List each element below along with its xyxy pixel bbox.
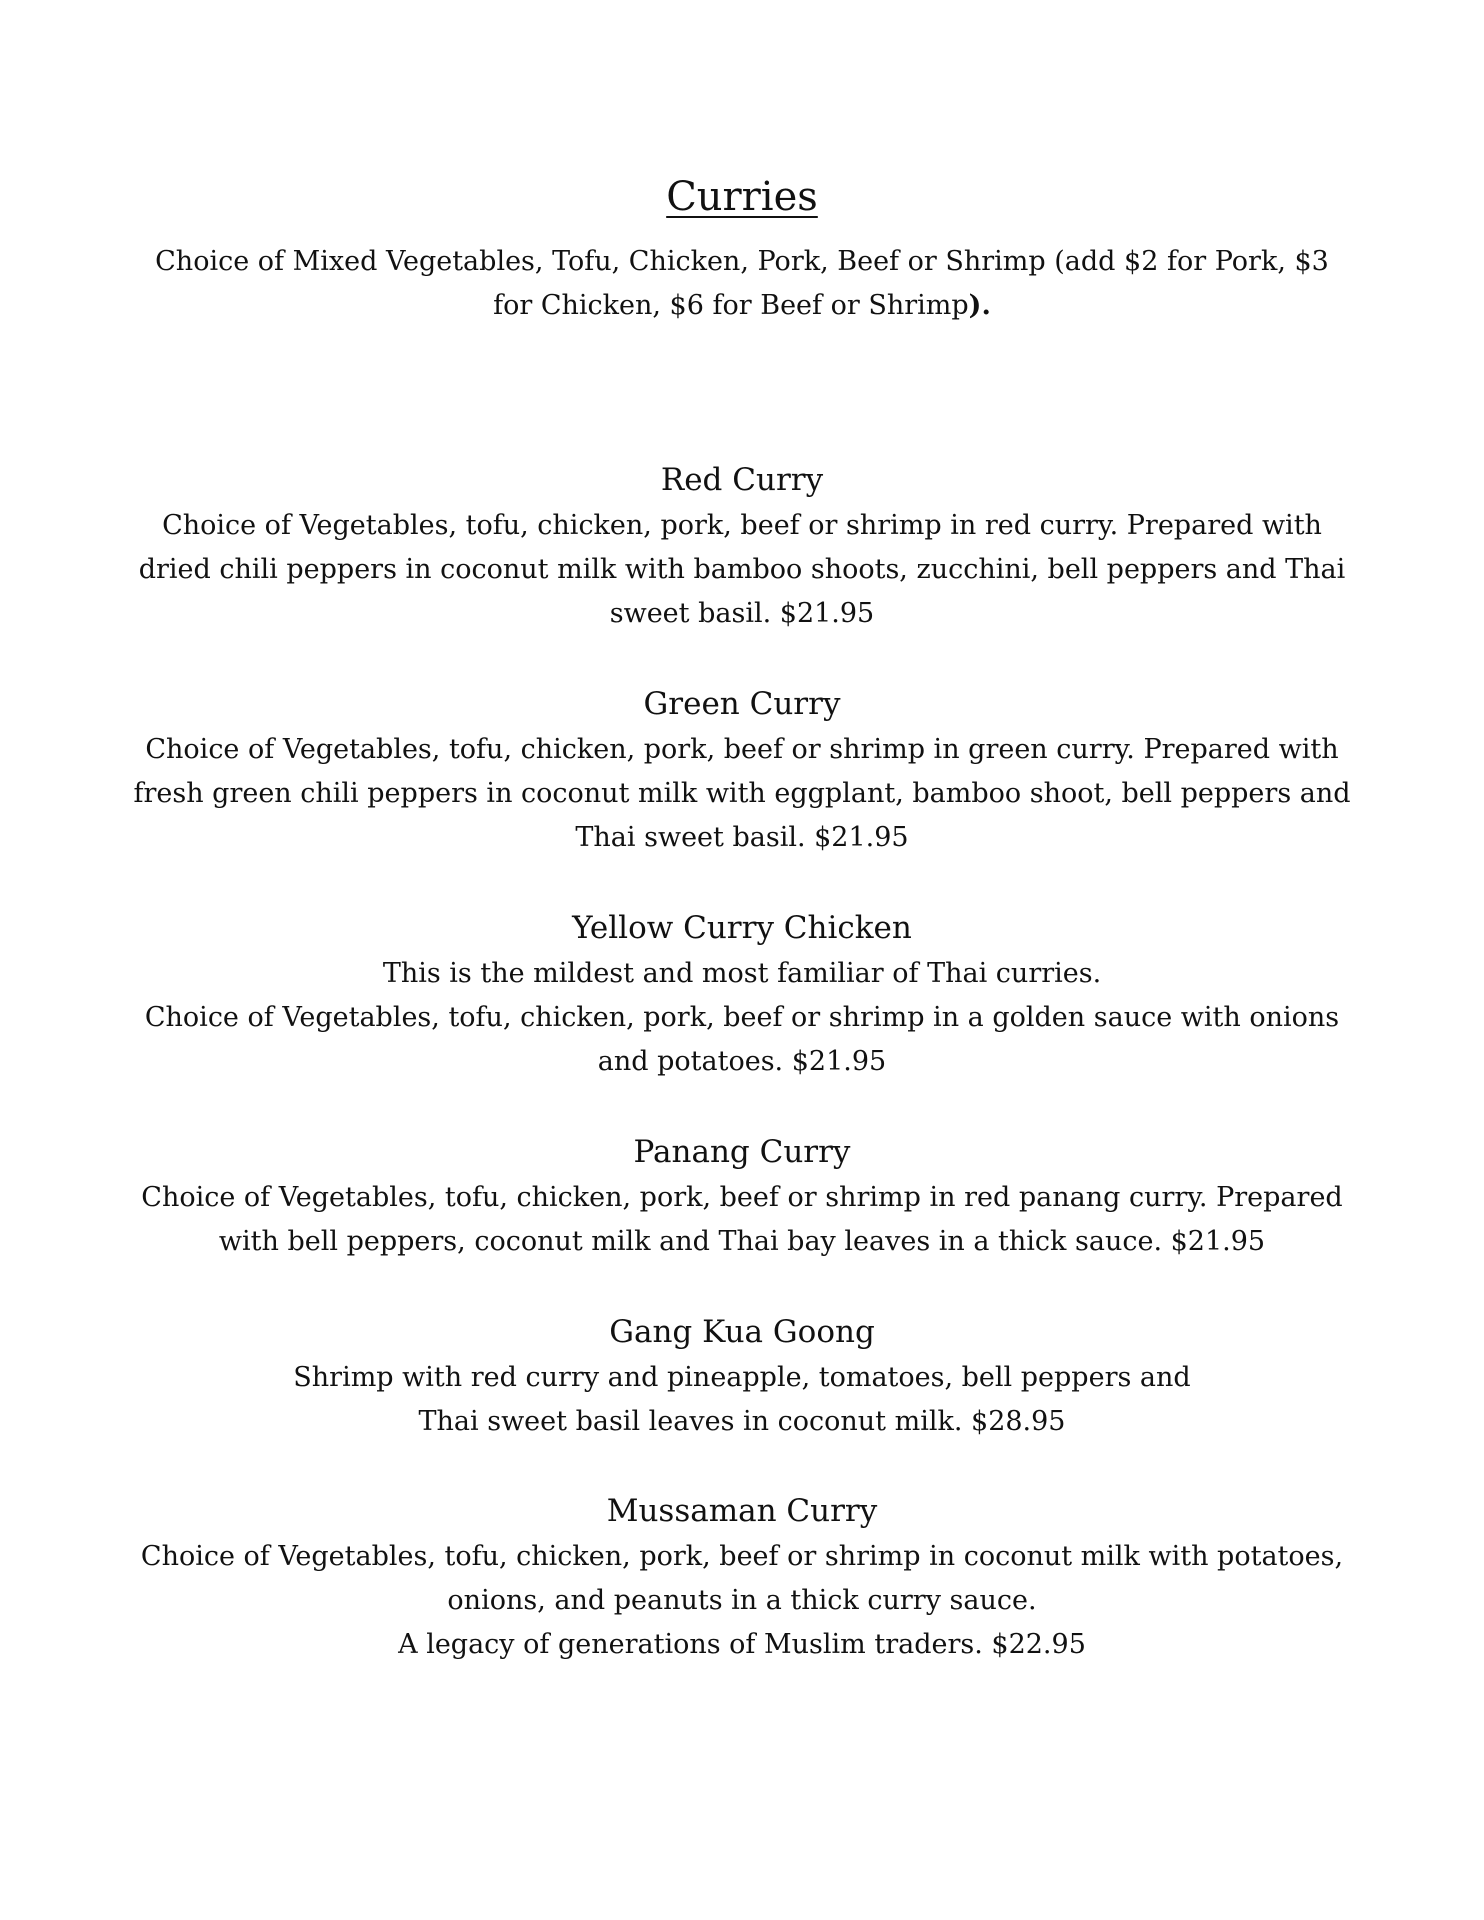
description-line: Choice of Vegetables, tofu, chicken, pork, beef or shrimp in red curry. Prepared with (162, 510, 1322, 541)
intro-line-text: for Chicken, $6 for Beef or Shrimp (493, 290, 969, 321)
description-line: Choice of Vegetables, tofu, chicken, pork, beef or shrimp in green curry. Prepared with (145, 734, 1339, 765)
menu-item-name: Panang Curry (633, 1134, 851, 1170)
menu-item-description (120, 728, 1364, 860)
description-line: fresh green chili peppers in coconut milk with eggplant, bamboo shoot, bell peppers and (133, 778, 1351, 809)
description-line: A legacy of generations of Muslim traders. $22.95 (398, 1629, 1086, 1660)
intro-close: ). (968, 290, 991, 321)
menu-item-name: Red Curry (660, 462, 824, 498)
description-line: onions, and peanuts in a thick curry sauce. (447, 1585, 1037, 1616)
description-line: Choice of Vegetables, tofu, chicken, pork, beef or shrimp in coconut milk with potatoes, (140, 1541, 1344, 1572)
description-line: Thai sweet basil. $21.95 (575, 822, 909, 853)
menu-item-description (120, 1535, 1364, 1667)
section-intro (140, 240, 1344, 328)
menu-item-green-curry (120, 680, 1364, 860)
menu-item-description (120, 1176, 1364, 1264)
menu-item-name: Yellow Curry Chicken (572, 910, 912, 946)
description-line: and potatoes. $21.95 (597, 1046, 887, 1077)
menu-item-mussaman-curry (120, 1487, 1364, 1667)
menu-item-red-curry (120, 456, 1364, 636)
menu-item-description (120, 952, 1364, 1084)
section-title: Curries (666, 174, 818, 220)
menu-item-name: Mussaman Curry (606, 1493, 878, 1529)
menu-item-gang-kua-goong (120, 1308, 1364, 1444)
menu-item-yellow-curry-chicken (120, 904, 1364, 1084)
menu-item-name: Gang Kua Goong (609, 1314, 875, 1350)
description-line: sweet basil. $21.95 (609, 598, 875, 629)
menu-item-name: Green Curry (643, 686, 841, 722)
menu-item-description (120, 504, 1364, 636)
description-line: dried chili peppers in coconut milk with bamboo shoots, zucchini, bell peppers and Thai (138, 554, 1346, 585)
menu-item-description (120, 1356, 1364, 1444)
description-line: Shrimp with red curry and pineapple, tomatoes, bell peppers and (293, 1362, 1191, 1393)
menu-item-panang-curry (120, 1128, 1364, 1264)
description-line: This is the mildest and most familiar of Thai curries. (382, 958, 1102, 989)
intro-line: Choice of Mixed Vegetables, Tofu, Chicken, Pork, Beef or Shrimp (add $2 for Pork, $3 (155, 246, 1329, 277)
intro-line (140, 284, 1344, 328)
description-line: Choice of Vegetables, tofu, chicken, pork, beef or shrimp in red panang curry. Prepared (141, 1182, 1343, 1213)
description-line: with bell peppers, coconut milk and Thai bay leaves in a thick sauce. $21.95 (218, 1226, 1266, 1257)
description-line: Choice of Vegetables, tofu, chicken, pork, beef or shrimp in a golden sauce with onions (144, 1002, 1340, 1033)
description-line: Thai sweet basil leaves in coconut milk. $28.95 (418, 1406, 1066, 1437)
